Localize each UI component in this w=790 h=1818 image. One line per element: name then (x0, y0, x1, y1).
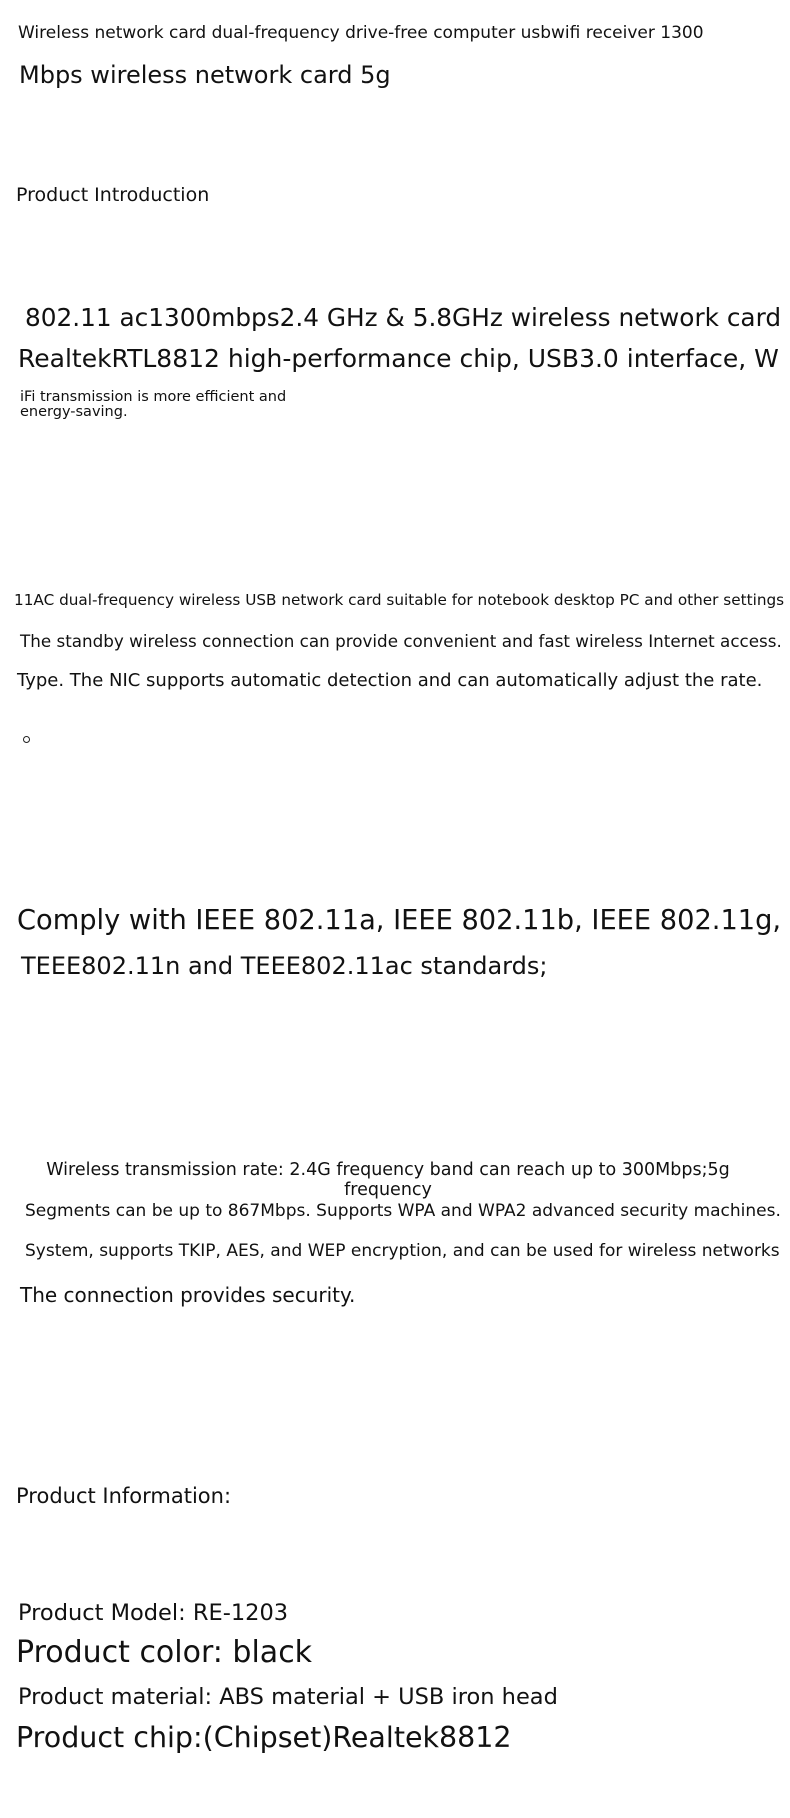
rate-line-2: frequency (344, 1180, 432, 1200)
desc-line-3: Type. The NIC supports automatic detection and can automatically adjust the rate. (17, 670, 763, 691)
title-line-2: Mbps wireless network card 5g (19, 61, 391, 89)
info-heading: Product Information: (16, 1484, 232, 1508)
intro-line-4: energy-saving. (20, 404, 128, 420)
info-material: Product material: ABS material + USB iron head (18, 1684, 558, 1710)
standards-line-1: Comply with IEEE 802.11a, IEEE 802.11b, IEEE 802.11g, (17, 905, 782, 936)
standards-line-2: TEEE802.11n and TEEE802.11ac standards; (21, 952, 548, 980)
title-line-1: Wireless network card dual-frequency drive-free computer usbwifi receiver 1300 (18, 23, 704, 43)
intro-line-2: RealtekRTL8812 high-performance chip, USB3.0 interface, W (18, 344, 779, 373)
intro-heading: Product Introduction (16, 184, 210, 206)
info-color: Product color: black (16, 1635, 313, 1670)
info-model: Product Model: RE-1203 (18, 1600, 289, 1626)
rate-line-5: The connection provides security. (20, 1283, 356, 1307)
rate-line-3: Segments can be up to 867Mbps. Supports WPA and WPA2 advanced security machines. (25, 1201, 781, 1221)
rate-line-4: System, supports TKIP, AES, and WEP encryption, and can be used for wireless networks (25, 1241, 780, 1261)
info-chip: Product chip:(Chipset)Realtek8812 (16, 1721, 512, 1754)
intro-line-3: iFi transmission is more efficient and (20, 389, 287, 405)
desc-line-2: The standby wireless connection can provide convenient and fast wireless Internet access. (20, 631, 782, 651)
desc-line-1: 11AC dual-frequency wireless USB network card suitable for notebook desktop PC and other settings (14, 591, 785, 609)
bullet-circle-icon (23, 736, 30, 743)
intro-line-1: 802.11 ac1300mbps2.4 GHz & 5.8GHz wireless network card (25, 303, 782, 332)
rate-line-1: Wireless transmission rate: 2.4G frequency band can reach up to 300Mbps;5g (46, 1160, 730, 1180)
